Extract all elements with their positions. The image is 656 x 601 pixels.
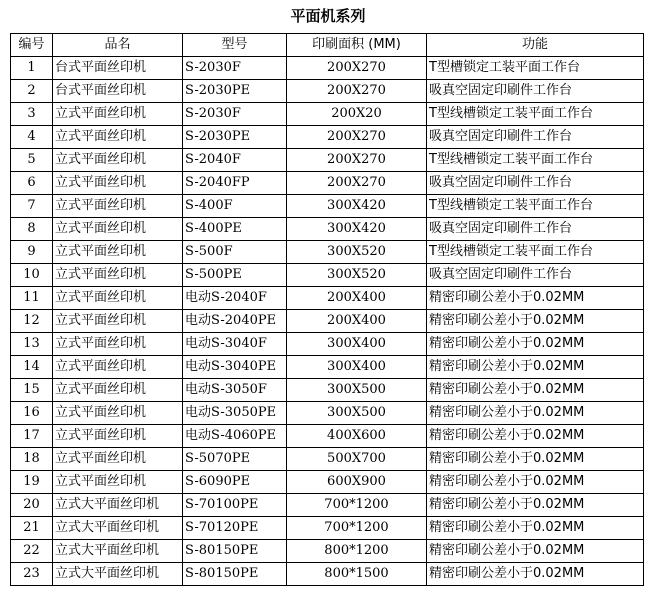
cell-name: 立式平面丝印机: [53, 310, 183, 333]
cell-name: 立式平面丝印机: [53, 264, 183, 287]
cell-model: S-6090PE: [183, 471, 287, 494]
cell-name: 台式平面丝印机: [53, 57, 183, 80]
table-row: [11, 264, 644, 287]
cell-no: 21: [11, 517, 53, 540]
cell-function: T型线槽锁定工装平面工作台: [427, 195, 644, 218]
table-row: [11, 310, 644, 333]
cell-no: 10: [11, 264, 53, 287]
table-row: [11, 218, 644, 241]
cell-no: 12: [11, 310, 53, 333]
table-row: [11, 356, 644, 379]
cell-name: 立式平面丝印机: [53, 448, 183, 471]
cell-area: 700*1200: [287, 494, 427, 517]
cell-name: 立式平面丝印机: [53, 218, 183, 241]
cell-no: 2: [11, 80, 53, 103]
cell-model: 电动S-3050PE: [183, 402, 287, 425]
cell-model: S-70120PE: [183, 517, 287, 540]
cell-name: 立式平面丝印机: [53, 471, 183, 494]
cell-name: 立式平面丝印机: [53, 425, 183, 448]
cell-no: 5: [11, 149, 53, 172]
cell-area: 500X700: [287, 448, 427, 471]
cell-name: 立式平面丝印机: [53, 172, 183, 195]
cell-area: 200X270: [287, 80, 427, 103]
table-row: [11, 80, 644, 103]
cell-function: 精密印刷公差小于0.02MM: [427, 471, 644, 494]
cell-function: T型线槽锁定工装平面工作台: [427, 241, 644, 264]
cell-model: S-2030PE: [183, 126, 287, 149]
cell-area: 300X420: [287, 195, 427, 218]
cell-area: 200X270: [287, 172, 427, 195]
cell-area: 300X520: [287, 241, 427, 264]
cell-model: 电动S-4060PE: [183, 425, 287, 448]
table-row: [11, 333, 644, 356]
header-model: 型号: [183, 34, 287, 57]
cell-function: T型线槽锁定工装平面工作台: [427, 103, 644, 126]
cell-name: 立式平面丝印机: [53, 241, 183, 264]
cell-model: S-5070PE: [183, 448, 287, 471]
cell-model: S-2040FP: [183, 172, 287, 195]
table-row: [11, 241, 644, 264]
page-title: 平面机系列: [290, 7, 366, 25]
cell-name: 立式平面丝印机: [53, 103, 183, 126]
table-row: [11, 172, 644, 195]
cell-name: 立式平面丝印机: [53, 356, 183, 379]
cell-no: 18: [11, 448, 53, 471]
product-table: [10, 33, 644, 586]
cell-function: 精密印刷公差小于0.02MM: [427, 402, 644, 425]
cell-area: 800*1500: [287, 563, 427, 586]
cell-model: 电动S-2040F: [183, 287, 287, 310]
cell-model: S-500F: [183, 241, 287, 264]
cell-model: S-2030PE: [183, 80, 287, 103]
cell-no: 13: [11, 333, 53, 356]
cell-name: 立式大平面丝印机: [53, 540, 183, 563]
cell-area: 200X400: [287, 287, 427, 310]
cell-name: 立式平面丝印机: [53, 195, 183, 218]
cell-no: 20: [11, 494, 53, 517]
cell-no: 14: [11, 356, 53, 379]
cell-function: 吸真空固定印刷件工作台: [427, 80, 644, 103]
cell-area: 300X500: [287, 379, 427, 402]
table-row: [11, 126, 644, 149]
header-name: 品名: [53, 34, 183, 57]
cell-area: 200X20: [287, 103, 427, 126]
cell-no: 15: [11, 379, 53, 402]
header-function: 功能: [427, 34, 644, 57]
header-no: 编号: [11, 34, 53, 57]
cell-area: 300X400: [287, 333, 427, 356]
cell-area: 300X420: [287, 218, 427, 241]
cell-model: 电动S-3040F: [183, 333, 287, 356]
cell-area: 200X400: [287, 310, 427, 333]
table-body: [11, 57, 644, 586]
cell-function: 精密印刷公差小于0.02MM: [427, 494, 644, 517]
cell-function: 精密印刷公差小于0.02MM: [427, 425, 644, 448]
cell-no: 17: [11, 425, 53, 448]
cell-function: 吸真空固定印刷件工作台: [427, 172, 644, 195]
cell-function: 吸真空固定印刷件工作台: [427, 264, 644, 287]
table-row: [11, 517, 644, 540]
cell-name: 立式大平面丝印机: [53, 563, 183, 586]
cell-area: 400X600: [287, 425, 427, 448]
cell-model: 电动S-2040PE: [183, 310, 287, 333]
cell-model: S-70100PE: [183, 494, 287, 517]
cell-area: 300X400: [287, 356, 427, 379]
cell-function: 精密印刷公差小于0.02MM: [427, 563, 644, 586]
cell-model: S-400PE: [183, 218, 287, 241]
table-row: [11, 540, 644, 563]
cell-name: 立式平面丝印机: [53, 333, 183, 356]
cell-area: 200X270: [287, 126, 427, 149]
cell-name: 立式平面丝印机: [53, 126, 183, 149]
table-row: [11, 425, 644, 448]
cell-function: T型线槽锁定工装平面工作台: [427, 149, 644, 172]
table-row: [11, 195, 644, 218]
cell-model: S-2030F: [183, 57, 287, 80]
cell-name: 立式平面丝印机: [53, 379, 183, 402]
cell-model: S-2040F: [183, 149, 287, 172]
cell-no: 7: [11, 195, 53, 218]
cell-no: 4: [11, 126, 53, 149]
cell-area: 800*1200: [287, 540, 427, 563]
table-row: [11, 471, 644, 494]
table-row: [11, 287, 644, 310]
cell-no: 1: [11, 57, 53, 80]
cell-model: S-500PE: [183, 264, 287, 287]
cell-name: 立式平面丝印机: [53, 402, 183, 425]
cell-function: 精密印刷公差小于0.02MM: [427, 379, 644, 402]
cell-model: S-80150PE: [183, 540, 287, 563]
cell-no: 6: [11, 172, 53, 195]
table-row: [11, 103, 644, 126]
cell-function: 吸真空固定印刷件工作台: [427, 218, 644, 241]
cell-area: 700*1200: [287, 517, 427, 540]
table-row: [11, 448, 644, 471]
cell-function: 精密印刷公差小于0.02MM: [427, 310, 644, 333]
cell-area: 300X500: [287, 402, 427, 425]
cell-function: 精密印刷公差小于0.02MM: [427, 540, 644, 563]
cell-function: T型槽锁定工装平面工作台: [427, 57, 644, 80]
cell-name: 立式平面丝印机: [53, 149, 183, 172]
table-row: [11, 57, 644, 80]
cell-function: 精密印刷公差小于0.02MM: [427, 517, 644, 540]
cell-no: 23: [11, 563, 53, 586]
cell-model: 电动S-3050F: [183, 379, 287, 402]
table-row: [11, 379, 644, 402]
cell-no: 22: [11, 540, 53, 563]
cell-no: 16: [11, 402, 53, 425]
cell-model: S-80150PE: [183, 563, 287, 586]
cell-function: 精密印刷公差小于0.02MM: [427, 356, 644, 379]
cell-no: 19: [11, 471, 53, 494]
cell-no: 3: [11, 103, 53, 126]
cell-no: 9: [11, 241, 53, 264]
table-header-row: [11, 34, 644, 57]
cell-model: S-400F: [183, 195, 287, 218]
cell-function: 精密印刷公差小于0.02MM: [427, 448, 644, 471]
cell-area: 200X270: [287, 57, 427, 80]
cell-name: 立式大平面丝印机: [53, 517, 183, 540]
cell-function: 精密印刷公差小于0.02MM: [427, 333, 644, 356]
cell-model: 电动S-3040PE: [183, 356, 287, 379]
table-row: [11, 149, 644, 172]
cell-area: 300X520: [287, 264, 427, 287]
cell-no: 8: [11, 218, 53, 241]
cell-name: 立式平面丝印机: [53, 287, 183, 310]
cell-area: 200X270: [287, 149, 427, 172]
cell-model: S-2030F: [183, 103, 287, 126]
cell-name: 台式平面丝印机: [53, 80, 183, 103]
cell-no: 11: [11, 287, 53, 310]
table-row: [11, 402, 644, 425]
cell-name: 立式大平面丝印机: [53, 494, 183, 517]
cell-area: 600X900: [287, 471, 427, 494]
table-row: [11, 563, 644, 586]
cell-function: 精密印刷公差小于0.02MM: [427, 287, 644, 310]
header-area: 印刷面积 (MM): [287, 34, 427, 57]
cell-function: 吸真空固定印刷件工作台: [427, 126, 644, 149]
table-row: [11, 494, 644, 517]
